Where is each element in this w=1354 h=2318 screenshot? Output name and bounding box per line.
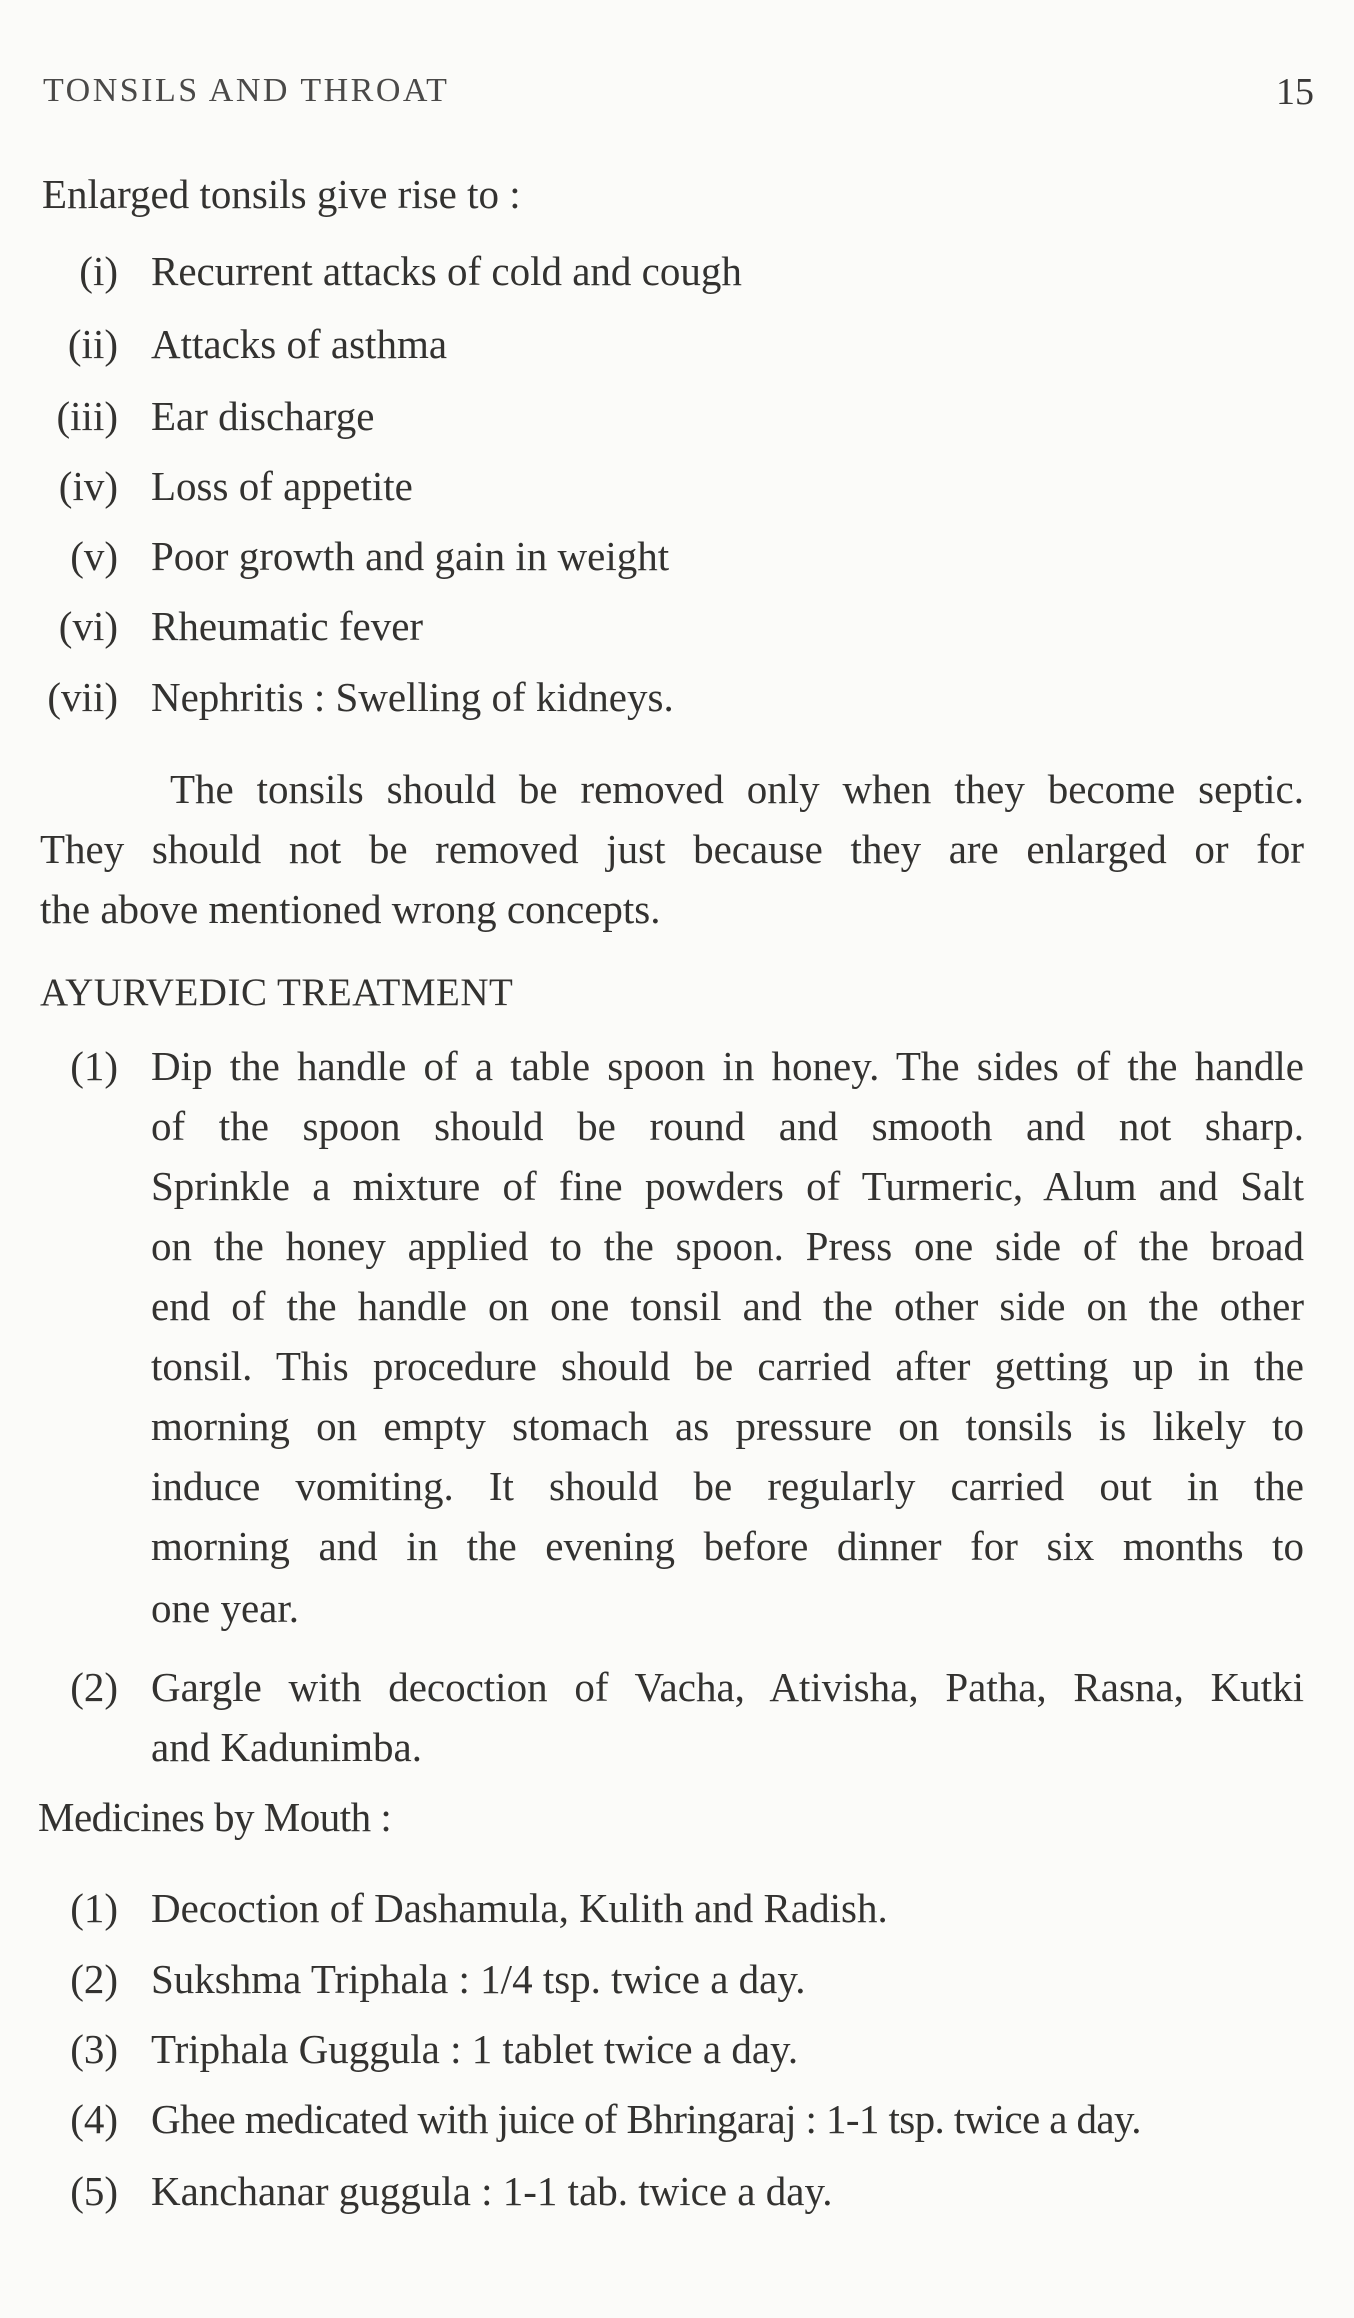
treatment-line: Sprinkle a mixture of fine powders of Turmeric, Alum and Salt: [151, 1163, 1304, 1209]
treatment-line: Dip the handle of a table spoon in honey. The sides of the handle: [151, 1043, 1304, 1089]
treatment-line: tonsil. This procedure should be carried after getting up in the: [151, 1343, 1304, 1389]
treatment-line: of the spoon should be round and smooth and not sharp.: [151, 1103, 1304, 1149]
list-item-text: Decoction of Dashamula, Kulith and Radish.: [151, 1885, 888, 1931]
list-item-label: (iv): [58, 463, 118, 509]
running-title: TONSILS AND THROAT: [43, 72, 450, 109]
paragraph-line: the above mentioned wrong concepts.: [40, 886, 661, 932]
list-item-label: (2): [70, 1956, 118, 2002]
list-item-text: Loss of appetite: [151, 463, 413, 509]
list-item-label: (v): [70, 533, 118, 579]
page-number: 15: [1276, 71, 1314, 113]
treatment-line: morning on empty stomach as pressure on tonsils is likely to: [151, 1403, 1304, 1449]
treatment-line: and Kadunimba.: [151, 1724, 422, 1770]
list-item-label: (iii): [56, 393, 118, 439]
list-item-label: (ii): [67, 321, 118, 367]
treatment-item-label: (2): [70, 1664, 118, 1710]
treatment-line: on the honey applied to the spoon. Press one side of the broad: [151, 1223, 1304, 1269]
list-item-text: Nephritis : Swelling of kidneys.: [151, 674, 674, 720]
list-item-label: (1): [70, 1885, 118, 1931]
paragraph-line: The tonsils should be removed only when they become septic.: [170, 766, 1304, 812]
list-item-text: Kanchanar guggula : 1-1 tab. twice a day.: [151, 2168, 833, 2214]
list-intro: Enlarged tonsils give rise to :: [42, 171, 521, 217]
list-item-label: (vi): [58, 603, 118, 649]
list-item-text: Triphala Guggula : 1 tablet twice a day.: [151, 2026, 799, 2072]
list-item-label: (5): [70, 2168, 118, 2214]
treatment-line: Gargle with decoction of Vacha, Ativisha, Patha, Rasna, Kutki: [151, 1664, 1304, 1710]
treatment-line: end of the handle on one tonsil and the other side on the other: [151, 1283, 1304, 1329]
treatment-line: induce vomiting. It should be regularly carried out in the: [151, 1463, 1304, 1509]
list-item-text: Recurrent attacks of cold and cough: [151, 248, 742, 294]
list-item-label: (i): [79, 248, 118, 294]
list-item-label: (vii): [47, 674, 118, 720]
list-item-text: Sukshma Triphala : 1/4 tsp. twice a day.: [151, 1956, 806, 2002]
list-item-text: Ghee medicated with juice of Bhringaraj : 1-1 tsp. twice a day.: [151, 2096, 1141, 2142]
list-item-text: Ear discharge: [151, 393, 375, 439]
paragraph-line: They should not be removed just because they are enlarged or for: [40, 826, 1304, 872]
list-item-label: (3): [70, 2026, 118, 2072]
list-item-text: Attacks of asthma: [151, 321, 448, 367]
list-item-text: Rheumatic fever: [151, 603, 424, 649]
list-item-label: (4): [70, 2096, 118, 2142]
treatment-line: morning and in the evening before dinner for six months to: [151, 1523, 1304, 1569]
treatment-item-label: (1): [70, 1043, 118, 1089]
section-heading: AYURVEDIC TREATMENT: [40, 971, 514, 1014]
list-item-text: Poor growth and gain in weight: [151, 533, 670, 579]
subsection-heading: Medicines by Mouth :: [38, 1794, 392, 1840]
treatment-line: one year.: [151, 1585, 299, 1631]
